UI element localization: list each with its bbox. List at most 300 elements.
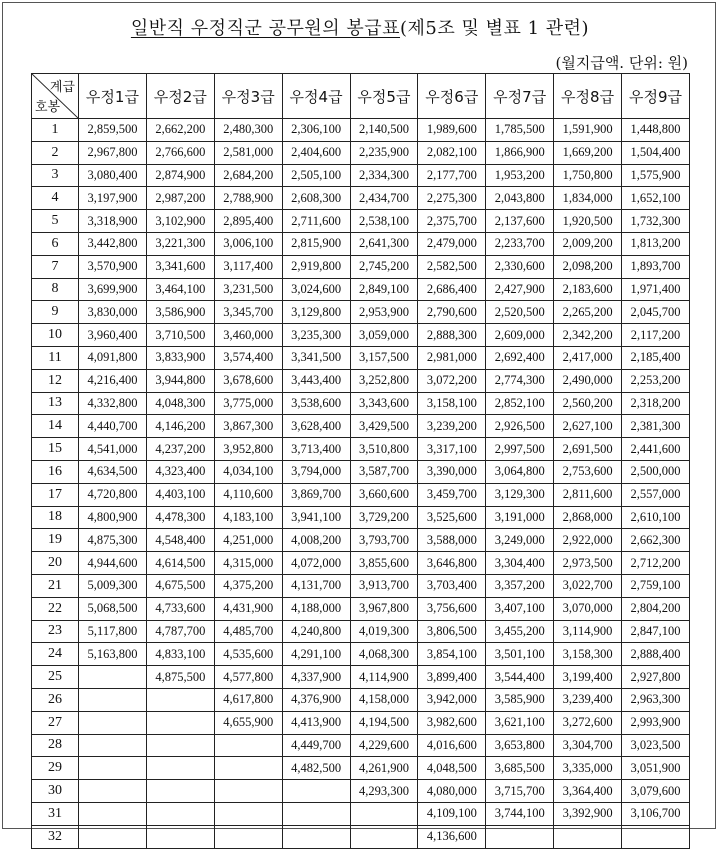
salary-cell: 4,091,800 bbox=[79, 346, 147, 369]
salary-cell: 3,464,100 bbox=[146, 278, 214, 301]
unit-note: (월지급액. 단위: 원) bbox=[555, 54, 688, 72]
grade-header-2: 우정2급 bbox=[146, 74, 214, 119]
salary-cell: 2,919,800 bbox=[282, 255, 350, 278]
table-row bbox=[32, 346, 690, 369]
salary-cell: 3,585,900 bbox=[486, 688, 554, 711]
salary-cell: 1,834,000 bbox=[554, 187, 622, 210]
salary-cell: 3,429,500 bbox=[350, 415, 418, 438]
salary-cell bbox=[146, 802, 214, 825]
salary-cell bbox=[146, 711, 214, 734]
salary-cell: 3,341,500 bbox=[282, 346, 350, 369]
salary-cell: 3,455,200 bbox=[486, 620, 554, 643]
table-row bbox=[32, 392, 690, 415]
step-cell: 7 bbox=[32, 255, 79, 278]
salary-cell: 4,080,000 bbox=[418, 780, 486, 803]
salary-cell: 3,191,000 bbox=[486, 506, 554, 529]
salary-cell: 3,830,000 bbox=[79, 301, 147, 324]
grade-header-1: 우정1급 bbox=[79, 74, 147, 119]
salary-cell: 3,588,000 bbox=[418, 529, 486, 552]
salary-cell: 3,586,900 bbox=[146, 301, 214, 324]
salary-cell: 3,710,500 bbox=[146, 324, 214, 347]
salary-cell: 1,989,600 bbox=[418, 119, 486, 142]
salary-cell: 4,787,700 bbox=[146, 620, 214, 643]
salary-cell: 5,163,800 bbox=[79, 643, 147, 666]
salary-cell: 4,315,000 bbox=[214, 552, 282, 575]
salary-cell bbox=[79, 688, 147, 711]
salary-cell: 1,448,800 bbox=[622, 119, 690, 142]
pay-table bbox=[31, 73, 690, 849]
salary-cell bbox=[79, 802, 147, 825]
grade-header-7: 우정7급 bbox=[486, 74, 554, 119]
step-cell: 29 bbox=[32, 757, 79, 780]
salary-cell: 2,610,100 bbox=[622, 506, 690, 529]
salary-cell: 2,684,200 bbox=[214, 164, 282, 187]
salary-cell: 2,774,300 bbox=[486, 369, 554, 392]
salary-cell: 3,703,400 bbox=[418, 574, 486, 597]
table-row bbox=[32, 552, 690, 575]
salary-cell: 3,252,800 bbox=[350, 369, 418, 392]
salary-cell: 3,335,000 bbox=[554, 757, 622, 780]
salary-cell: 4,136,600 bbox=[418, 825, 486, 848]
salary-cell: 3,570,900 bbox=[79, 255, 147, 278]
salary-cell: 3,341,600 bbox=[146, 255, 214, 278]
salary-cell bbox=[282, 802, 350, 825]
salary-cell: 4,114,900 bbox=[350, 666, 418, 689]
salary-cell bbox=[282, 780, 350, 803]
step-cell: 20 bbox=[32, 552, 79, 575]
salary-cell: 2,582,500 bbox=[418, 255, 486, 278]
salary-cell: 2,922,000 bbox=[554, 529, 622, 552]
salary-cell: 2,847,100 bbox=[622, 620, 690, 643]
salary-cell: 3,239,400 bbox=[554, 688, 622, 711]
salary-cell: 3,621,100 bbox=[486, 711, 554, 734]
salary-cell: 3,775,000 bbox=[214, 392, 282, 415]
table-row bbox=[32, 620, 690, 643]
salary-cell: 3,941,100 bbox=[282, 506, 350, 529]
salary-cell: 1,785,500 bbox=[486, 119, 554, 142]
salary-cell: 4,617,800 bbox=[214, 688, 282, 711]
salary-cell: 4,008,200 bbox=[282, 529, 350, 552]
salary-cell bbox=[554, 825, 622, 848]
salary-cell: 3,249,000 bbox=[486, 529, 554, 552]
salary-cell: 3,729,200 bbox=[350, 506, 418, 529]
salary-cell: 2,177,700 bbox=[418, 164, 486, 187]
salary-cell: 3,628,400 bbox=[282, 415, 350, 438]
salary-cell: 3,407,100 bbox=[486, 597, 554, 620]
salary-cell bbox=[146, 780, 214, 803]
salary-cell: 1,732,300 bbox=[622, 210, 690, 233]
salary-cell: 1,866,900 bbox=[486, 141, 554, 164]
salary-cell: 2,233,700 bbox=[486, 232, 554, 255]
salary-cell: 4,403,100 bbox=[146, 483, 214, 506]
salary-cell: 2,627,100 bbox=[554, 415, 622, 438]
salary-cell: 2,662,200 bbox=[146, 119, 214, 142]
salary-cell: 1,669,200 bbox=[554, 141, 622, 164]
salary-cell: 2,185,400 bbox=[622, 346, 690, 369]
salary-cell: 4,229,600 bbox=[350, 734, 418, 757]
table-row bbox=[32, 369, 690, 392]
salary-cell: 4,016,600 bbox=[418, 734, 486, 757]
table-row bbox=[32, 255, 690, 278]
salary-cell bbox=[486, 825, 554, 848]
header-row bbox=[32, 74, 690, 119]
table-row bbox=[32, 187, 690, 210]
salary-cell: 3,357,200 bbox=[486, 574, 554, 597]
salary-cell: 2,342,200 bbox=[554, 324, 622, 347]
step-cell: 19 bbox=[32, 529, 79, 552]
salary-cell: 2,692,400 bbox=[486, 346, 554, 369]
salary-cell: 3,967,800 bbox=[350, 597, 418, 620]
salary-cell: 2,849,100 bbox=[350, 278, 418, 301]
salary-cell: 2,480,300 bbox=[214, 119, 282, 142]
salary-cell: 2,306,100 bbox=[282, 119, 350, 142]
salary-cell: 2,560,200 bbox=[554, 392, 622, 415]
salary-cell bbox=[79, 825, 147, 848]
salary-cell: 2,140,500 bbox=[350, 119, 418, 142]
salary-cell: 2,759,100 bbox=[622, 574, 690, 597]
salary-cell: 2,490,000 bbox=[554, 369, 622, 392]
salary-cell: 2,609,000 bbox=[486, 324, 554, 347]
salary-cell: 3,538,600 bbox=[282, 392, 350, 415]
salary-cell: 3,345,700 bbox=[214, 301, 282, 324]
salary-cell: 3,197,900 bbox=[79, 187, 147, 210]
salary-cell: 2,417,000 bbox=[554, 346, 622, 369]
corner-header-cell bbox=[32, 74, 79, 119]
table-row bbox=[32, 483, 690, 506]
salary-cell: 3,715,700 bbox=[486, 780, 554, 803]
salary-cell bbox=[146, 825, 214, 848]
salary-cell: 4,048,500 bbox=[418, 757, 486, 780]
salary-cell: 2,608,300 bbox=[282, 187, 350, 210]
salary-cell: 3,231,500 bbox=[214, 278, 282, 301]
salary-cell: 4,158,000 bbox=[350, 688, 418, 711]
salary-cell: 3,699,900 bbox=[79, 278, 147, 301]
salary-cell: 3,685,500 bbox=[486, 757, 554, 780]
salary-cell: 3,079,600 bbox=[622, 780, 690, 803]
salary-cell: 4,261,900 bbox=[350, 757, 418, 780]
salary-cell: 3,460,000 bbox=[214, 324, 282, 347]
table-row bbox=[32, 278, 690, 301]
salary-cell: 3,158,300 bbox=[554, 643, 622, 666]
salary-cell: 3,982,600 bbox=[418, 711, 486, 734]
salary-cell: 2,888,300 bbox=[418, 324, 486, 347]
salary-cell: 3,855,600 bbox=[350, 552, 418, 575]
salary-cell: 2,987,200 bbox=[146, 187, 214, 210]
salary-cell: 3,070,000 bbox=[554, 597, 622, 620]
salary-cell: 2,895,400 bbox=[214, 210, 282, 233]
table-row bbox=[32, 780, 690, 803]
salary-cell: 2,538,100 bbox=[350, 210, 418, 233]
salary-cell: 2,500,000 bbox=[622, 460, 690, 483]
salary-cell: 2,375,700 bbox=[418, 210, 486, 233]
salary-cell: 4,376,900 bbox=[282, 688, 350, 711]
salary-cell: 3,867,300 bbox=[214, 415, 282, 438]
step-cell: 23 bbox=[32, 620, 79, 643]
salary-cell: 2,253,200 bbox=[622, 369, 690, 392]
salary-cell: 3,064,800 bbox=[486, 460, 554, 483]
salary-cell: 3,304,400 bbox=[486, 552, 554, 575]
salary-cell: 4,291,100 bbox=[282, 643, 350, 666]
step-cell: 30 bbox=[32, 780, 79, 803]
salary-cell: 2,711,600 bbox=[282, 210, 350, 233]
salary-cell: 4,485,700 bbox=[214, 620, 282, 643]
step-cell: 1 bbox=[32, 119, 79, 142]
salary-cell: 4,800,900 bbox=[79, 506, 147, 529]
step-cell: 13 bbox=[32, 392, 79, 415]
salary-cell: 2,334,300 bbox=[350, 164, 418, 187]
step-cell: 31 bbox=[32, 802, 79, 825]
salary-cell: 1,591,900 bbox=[554, 119, 622, 142]
salary-cell: 4,072,000 bbox=[282, 552, 350, 575]
salary-cell: 4,194,500 bbox=[350, 711, 418, 734]
salary-cell: 3,952,800 bbox=[214, 438, 282, 461]
salary-cell: 3,587,700 bbox=[350, 460, 418, 483]
table-row bbox=[32, 688, 690, 711]
pay-table-body bbox=[32, 119, 690, 849]
table-row bbox=[32, 574, 690, 597]
salary-cell: 3,944,800 bbox=[146, 369, 214, 392]
salary-cell: 2,098,200 bbox=[554, 255, 622, 278]
step-cell: 18 bbox=[32, 506, 79, 529]
salary-cell: 2,852,100 bbox=[486, 392, 554, 415]
salary-cell: 4,577,800 bbox=[214, 666, 282, 689]
step-cell: 25 bbox=[32, 666, 79, 689]
salary-cell bbox=[282, 825, 350, 848]
table-row bbox=[32, 119, 690, 142]
step-cell: 6 bbox=[32, 232, 79, 255]
table-row bbox=[32, 825, 690, 848]
salary-cell: 2,581,000 bbox=[214, 141, 282, 164]
salary-cell: 3,317,100 bbox=[418, 438, 486, 461]
salary-cell: 2,811,600 bbox=[554, 483, 622, 506]
salary-cell: 3,869,700 bbox=[282, 483, 350, 506]
salary-cell: 3,806,500 bbox=[418, 620, 486, 643]
salary-cell: 1,893,700 bbox=[622, 255, 690, 278]
table-row bbox=[32, 415, 690, 438]
salary-cell: 4,323,400 bbox=[146, 460, 214, 483]
step-cell: 15 bbox=[32, 438, 79, 461]
salary-cell: 4,131,700 bbox=[282, 574, 350, 597]
salary-cell: 1,575,900 bbox=[622, 164, 690, 187]
salary-cell: 3,318,900 bbox=[79, 210, 147, 233]
salary-cell: 4,541,000 bbox=[79, 438, 147, 461]
salary-cell bbox=[79, 734, 147, 757]
salary-cell bbox=[214, 757, 282, 780]
salary-cell: 2,434,700 bbox=[350, 187, 418, 210]
salary-cell: 3,023,500 bbox=[622, 734, 690, 757]
grade-header-8: 우정8급 bbox=[554, 74, 622, 119]
table-row bbox=[32, 301, 690, 324]
salary-cell: 4,068,300 bbox=[350, 643, 418, 666]
salary-cell: 3,501,100 bbox=[486, 643, 554, 666]
salary-cell: 3,574,400 bbox=[214, 346, 282, 369]
salary-cell: 4,216,400 bbox=[79, 369, 147, 392]
salary-cell: 3,022,700 bbox=[554, 574, 622, 597]
step-cell: 16 bbox=[32, 460, 79, 483]
table-row bbox=[32, 438, 690, 461]
table-row bbox=[32, 597, 690, 620]
salary-cell: 3,544,400 bbox=[486, 666, 554, 689]
salary-cell: 1,920,500 bbox=[554, 210, 622, 233]
table-row bbox=[32, 232, 690, 255]
salary-cell: 2,874,900 bbox=[146, 164, 214, 187]
grade-header-3: 우정3급 bbox=[214, 74, 282, 119]
salary-cell: 3,756,600 bbox=[418, 597, 486, 620]
salary-cell: 3,794,000 bbox=[282, 460, 350, 483]
salary-cell: 3,239,200 bbox=[418, 415, 486, 438]
salary-cell: 3,221,300 bbox=[146, 232, 214, 255]
table-row bbox=[32, 529, 690, 552]
table-row bbox=[32, 460, 690, 483]
salary-cell: 2,381,300 bbox=[622, 415, 690, 438]
salary-cell: 2,183,600 bbox=[554, 278, 622, 301]
salary-cell: 2,927,800 bbox=[622, 666, 690, 689]
salary-cell: 3,744,100 bbox=[486, 802, 554, 825]
salary-cell bbox=[214, 780, 282, 803]
step-cell: 21 bbox=[32, 574, 79, 597]
salary-cell: 3,364,400 bbox=[554, 780, 622, 803]
salary-cell: 3,117,400 bbox=[214, 255, 282, 278]
salary-cell: 4,449,700 bbox=[282, 734, 350, 757]
salary-cell: 3,024,600 bbox=[282, 278, 350, 301]
salary-cell: 3,459,700 bbox=[418, 483, 486, 506]
salary-cell: 2,009,200 bbox=[554, 232, 622, 255]
salary-cell: 2,641,300 bbox=[350, 232, 418, 255]
salary-cell: 4,478,300 bbox=[146, 506, 214, 529]
salary-cell: 4,675,500 bbox=[146, 574, 214, 597]
salary-cell: 1,971,400 bbox=[622, 278, 690, 301]
step-cell: 11 bbox=[32, 346, 79, 369]
salary-cell: 2,505,100 bbox=[282, 164, 350, 187]
salary-cell: 3,051,900 bbox=[622, 757, 690, 780]
salary-cell: 4,019,300 bbox=[350, 620, 418, 643]
table-row bbox=[32, 506, 690, 529]
salary-cell bbox=[146, 734, 214, 757]
salary-cell: 2,686,400 bbox=[418, 278, 486, 301]
salary-cell: 3,653,800 bbox=[486, 734, 554, 757]
salary-cell: 2,275,300 bbox=[418, 187, 486, 210]
salary-cell: 2,691,500 bbox=[554, 438, 622, 461]
step-cell: 17 bbox=[32, 483, 79, 506]
salary-cell: 3,833,900 bbox=[146, 346, 214, 369]
salary-cell: 2,981,000 bbox=[418, 346, 486, 369]
salary-cell: 3,442,800 bbox=[79, 232, 147, 255]
salary-cell: 2,953,900 bbox=[350, 301, 418, 324]
salary-cell bbox=[146, 688, 214, 711]
salary-cell: 4,655,900 bbox=[214, 711, 282, 734]
salary-cell: 2,404,600 bbox=[282, 141, 350, 164]
salary-cell: 3,510,800 bbox=[350, 438, 418, 461]
step-cell: 14 bbox=[32, 415, 79, 438]
salary-cell: 2,137,600 bbox=[486, 210, 554, 233]
salary-cell: 2,745,200 bbox=[350, 255, 418, 278]
salary-cell: 2,766,600 bbox=[146, 141, 214, 164]
salary-cell: 3,304,700 bbox=[554, 734, 622, 757]
salary-cell: 3,392,900 bbox=[554, 802, 622, 825]
salary-cell: 4,034,100 bbox=[214, 460, 282, 483]
salary-cell: 3,660,600 bbox=[350, 483, 418, 506]
salary-cell: 3,713,400 bbox=[282, 438, 350, 461]
salary-cell: 2,330,600 bbox=[486, 255, 554, 278]
salary-cell: 4,251,000 bbox=[214, 529, 282, 552]
salary-cell: 4,413,900 bbox=[282, 711, 350, 734]
salary-cell: 3,114,900 bbox=[554, 620, 622, 643]
salary-cell: 1,504,400 bbox=[622, 141, 690, 164]
table-row bbox=[32, 643, 690, 666]
salary-cell: 2,926,500 bbox=[486, 415, 554, 438]
salary-cell: 3,158,100 bbox=[418, 392, 486, 415]
salary-cell: 4,614,500 bbox=[146, 552, 214, 575]
table-row bbox=[32, 324, 690, 347]
salary-cell bbox=[79, 780, 147, 803]
salary-cell: 2,997,500 bbox=[486, 438, 554, 461]
salary-cell bbox=[350, 825, 418, 848]
step-cell: 22 bbox=[32, 597, 79, 620]
salary-cell: 5,117,800 bbox=[79, 620, 147, 643]
salary-cell: 3,059,000 bbox=[350, 324, 418, 347]
salary-cell: 2,082,100 bbox=[418, 141, 486, 164]
table-row bbox=[32, 802, 690, 825]
salary-cell: 2,043,800 bbox=[486, 187, 554, 210]
salary-cell: 4,440,700 bbox=[79, 415, 147, 438]
salary-cell: 3,072,200 bbox=[418, 369, 486, 392]
step-cell: 32 bbox=[32, 825, 79, 848]
step-cell: 10 bbox=[32, 324, 79, 347]
salary-cell: 2,662,300 bbox=[622, 529, 690, 552]
salary-cell: 4,293,300 bbox=[350, 780, 418, 803]
salary-cell: 3,129,800 bbox=[282, 301, 350, 324]
salary-cell: 2,318,200 bbox=[622, 392, 690, 415]
salary-cell: 4,944,600 bbox=[79, 552, 147, 575]
salary-cell: 1,750,800 bbox=[554, 164, 622, 187]
table-row bbox=[32, 141, 690, 164]
salary-cell: 2,963,300 bbox=[622, 688, 690, 711]
salary-cell: 5,068,500 bbox=[79, 597, 147, 620]
salary-cell: 4,875,500 bbox=[146, 666, 214, 689]
step-cell: 24 bbox=[32, 643, 79, 666]
salary-cell: 4,048,300 bbox=[146, 392, 214, 415]
salary-cell: 4,535,600 bbox=[214, 643, 282, 666]
grade-header-6: 우정6급 bbox=[418, 74, 486, 119]
salary-cell: 2,967,800 bbox=[79, 141, 147, 164]
salary-cell: 3,199,400 bbox=[554, 666, 622, 689]
salary-cell: 4,332,800 bbox=[79, 392, 147, 415]
salary-cell: 4,733,600 bbox=[146, 597, 214, 620]
salary-cell: 3,157,500 bbox=[350, 346, 418, 369]
salary-cell: 4,482,500 bbox=[282, 757, 350, 780]
salary-cell: 4,188,000 bbox=[282, 597, 350, 620]
title-reference: (제5조 및 별표 1 관련) bbox=[400, 18, 590, 39]
salary-cell: 2,788,900 bbox=[214, 187, 282, 210]
salary-cell: 3,646,800 bbox=[418, 552, 486, 575]
salary-cell: 3,235,300 bbox=[282, 324, 350, 347]
salary-cell: 3,272,600 bbox=[554, 711, 622, 734]
salary-cell: 2,712,200 bbox=[622, 552, 690, 575]
salary-cell: 2,520,500 bbox=[486, 301, 554, 324]
step-cell: 2 bbox=[32, 141, 79, 164]
salary-cell: 3,525,600 bbox=[418, 506, 486, 529]
salary-cell: 3,899,400 bbox=[418, 666, 486, 689]
table-row bbox=[32, 734, 690, 757]
salary-cell: 3,006,100 bbox=[214, 232, 282, 255]
salary-cell: 4,833,100 bbox=[146, 643, 214, 666]
salary-cell: 4,375,200 bbox=[214, 574, 282, 597]
salary-cell: 3,854,100 bbox=[418, 643, 486, 666]
step-cell: 26 bbox=[32, 688, 79, 711]
salary-cell: 3,343,600 bbox=[350, 392, 418, 415]
salary-cell: 4,720,800 bbox=[79, 483, 147, 506]
salary-cell: 3,106,700 bbox=[622, 802, 690, 825]
